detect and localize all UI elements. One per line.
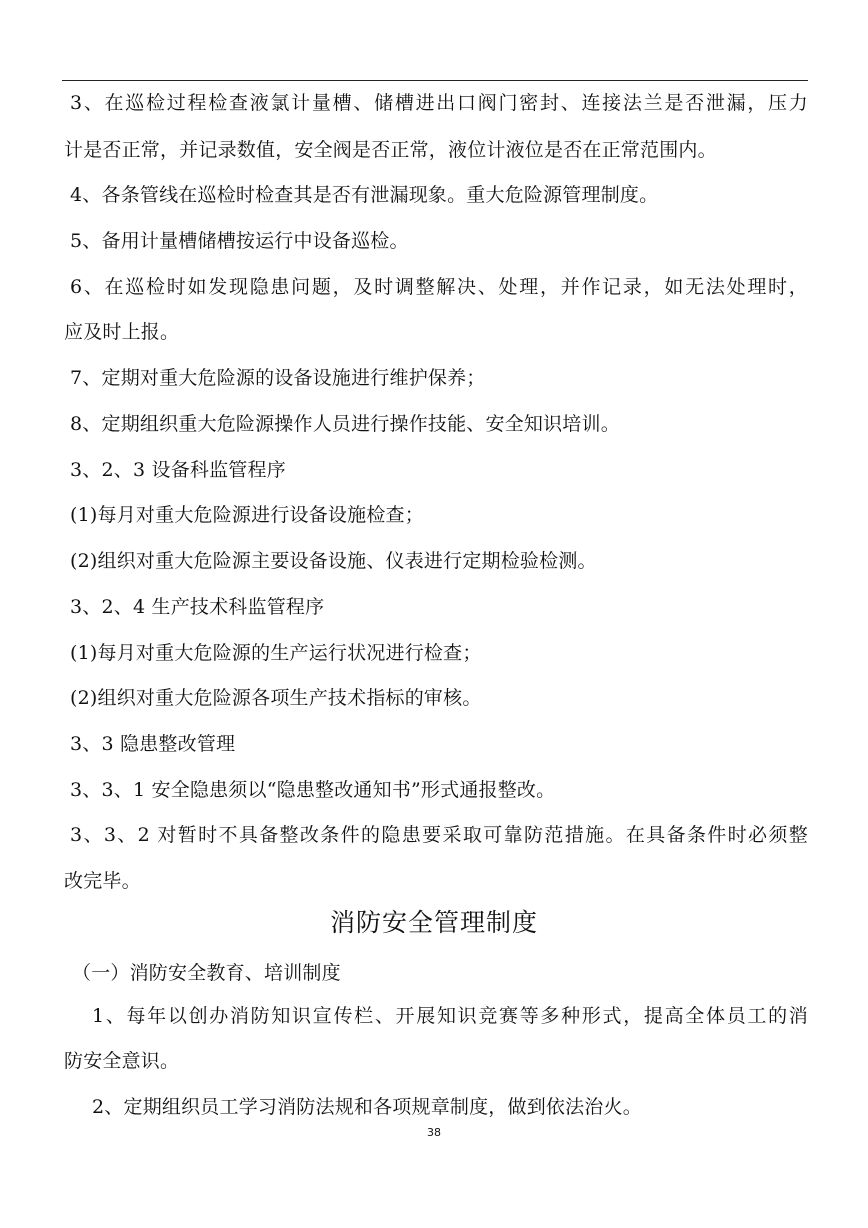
paragraph-5: 5、备用计量槽储槽按运行中设备巡检。	[70, 230, 409, 252]
heading-3-2-3: 3、2、3 设备科监管程序	[70, 459, 286, 481]
subsection-heading: （一）消防安全教育、培训制度	[72, 962, 341, 984]
paragraph-3-line-2: 计是否正常，并记录数值，安全阀是否正常，液位计液位是否在正常范围内。	[64, 139, 717, 161]
paragraph-3-2-4-item-1: (1)每月对重大危险源的生产运行状况进行检查；	[70, 642, 482, 664]
paragraph-3-2-4-item-2: (2)组织对重大危险源各项生产技术指标的审核。	[70, 687, 482, 709]
paragraph-3-3-2-line-1: 3、3、2 对暂时不具备整改条件的隐患要采取可靠防范措施。在具备条件时必须整	[70, 824, 808, 846]
paragraph-4: 4、各条管线在巡检时检查其是否有泄漏现象。重大危险源管理制度。	[70, 184, 659, 206]
heading-3-2-4: 3、2、4 生产技术科监管程序	[70, 596, 325, 618]
paragraph-3-3-1: 3、3、1 安全隐患须以“隐患整改通知书”形式通报整改。	[70, 779, 556, 801]
paragraph-8: 8、定期组织重大危险源操作人员进行操作技能、安全知识培训。	[70, 413, 620, 435]
paragraph-fire-2: 2、定期组织员工学习消防法规和各项规章制度，做到依法治火。	[92, 1096, 642, 1118]
paragraph-6-line-1: 6、在巡检时如发现隐患问题，及时调整解决、处理，并作记录，如无法处理时，	[70, 276, 808, 298]
header-rule	[62, 80, 808, 81]
paragraph-fire-1-line-2: 防安全意识。	[64, 1050, 180, 1072]
paragraph-3-2-3-item-1: (1)每月对重大危险源进行设备设施检查；	[70, 504, 424, 526]
section-title: 消防安全管理制度	[329, 908, 538, 937]
heading-3-3: 3、3 隐患整改管理	[70, 733, 236, 755]
paragraph-fire-1-line-1: 1、每年以创办消防知识宣传栏、开展知识竞赛等多种形式，提高全体员工的消	[92, 1005, 808, 1027]
page-number: 38	[427, 1126, 441, 1139]
paragraph-3-2-3-item-2: (2)组织对重大危险源主要设备设施、仪表进行定期检验检测。	[70, 550, 597, 572]
paragraph-7: 7、定期对重大危险源的设备设施进行维护保养；	[70, 367, 486, 389]
paragraph-3-3-2-line-2: 改完毕。	[64, 870, 141, 892]
paragraph-6-line-2: 应及时上报。	[64, 321, 180, 343]
paragraph-3-line-1: 3、在巡检过程检查液氯计量槽、储槽进出口阀门密封、连接法兰是否泄漏，压力	[70, 92, 808, 114]
